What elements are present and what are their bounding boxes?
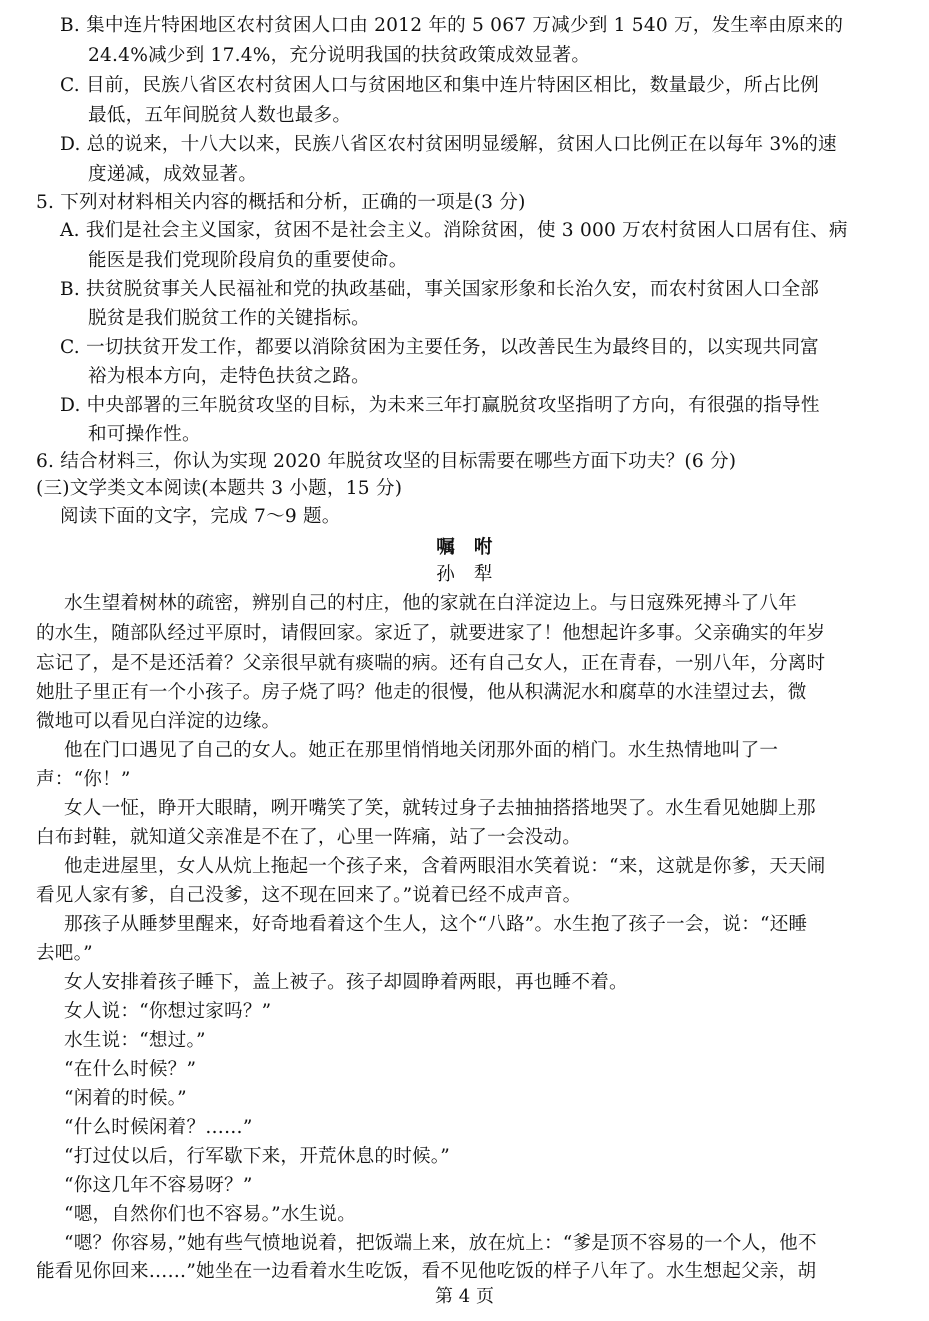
story-paragraph-line: 他走进屋里，女人从炕上拖起一个孩子来，含着两眼泪水笑着说：“来，这就是你爹，天天闹	[64, 856, 826, 877]
story-title: 嘱 咐	[436, 537, 493, 558]
q5-option-b-line-2: 脱贫是我们脱贫工作的关键指标。	[88, 308, 370, 329]
section-heading: (三)文学类文本阅读(本题共 3 小题，15 分)	[36, 478, 403, 499]
story-paragraph-line: 去吧。”	[36, 943, 93, 964]
story-paragraph-line: 她肚子里正有一个小孩子。房子烧了吗？他走的很慢，他从积满泥水和腐草的水洼望过去，微	[36, 682, 807, 703]
story-paragraph-line: 女人一怔，睁开大眼睛，咧开嘴笑了笑，就转过身子去抽抽搭搭地哭了。水生看见她脚上那	[64, 798, 816, 819]
option-d-line-2: 度递减，成效显著。	[88, 164, 258, 185]
q5-option-c-line-1: C. 一切扶贫开发工作，都要以消除贫困为主要任务，以改善民生为最终目的，以实现共同富	[60, 337, 819, 358]
story-paragraph-line: 水生望着树林的疏密，辨别自己的村庄，他的家就在白洋淀边上。与日寇殊死搏斗了八年	[64, 593, 797, 614]
story-paragraph-line: 那孩子从睡梦里醒来，好奇地看着这个生人，这个“八路”。水生抱了孩子一会，说：“还睡	[64, 914, 808, 935]
option-c-line-1: C. 目前，民族八省区农村贫困人口与贫困地区和集中连片特困区相比，数量最少，所占比例	[60, 75, 819, 96]
story-paragraph-line: “嗯？你容易，”她有些气愤地说着，把饭端上来，放在炕上：“爹是顶不容易的一个人，他不	[64, 1233, 817, 1254]
story-paragraph-line: 看见人家有爹，自己没爹，这不现在回来了。”说着已经不成声音。	[36, 885, 582, 906]
question-5: 5. 下列对材料相关内容的概括和分析，正确的一项是(3 分)	[36, 192, 526, 213]
story-paragraph-line: 他在门口遇见了自己的女人。她正在那里悄悄地关闭那外面的梢门。水生热情地叫了一	[64, 740, 779, 761]
dialogue-line: “嗯，自然你们也不容易。”水生说。	[64, 1204, 357, 1225]
story-paragraph-line: 能看见你回来……”她坐在一边看着水生吃饭，看不见他吃饭的样子八年了。水生想起父亲，胡	[36, 1261, 817, 1282]
q5-option-d-line-2: 和可操作性。	[88, 424, 201, 445]
story-paragraph-line: 微地可以看见白洋淀的边缘。	[36, 711, 281, 732]
page-number: 第 4 页	[435, 1286, 494, 1307]
story-author: 孙 犁	[436, 564, 493, 585]
q5-option-a-line-2: 能医是我们党现阶段肩负的重要使命。	[88, 250, 408, 271]
dialogue-line: “什么时候闲着？……”	[64, 1117, 253, 1138]
dialogue-line: “在什么时候？”	[64, 1059, 197, 1080]
dialogue-line: “你这几年不容易呀？”	[64, 1175, 253, 1196]
q5-option-d-line-1: D. 中央部署的三年脱贫攻坚的目标，为未来三年打赢脱贫攻坚指明了方向，有很强的指导性	[60, 395, 820, 416]
question-6: 6. 结合材料三，你认为实现 2020 年脱贫攻坚的目标需要在哪些方面下功夫？(6 分)	[36, 451, 737, 472]
option-d-line-1: D. 总的说来，十八大以来，民族八省区农村贫困明显缓解，贫困人口比例正在以每年 3%的速	[60, 134, 837, 155]
story-paragraph-line: 女人安排着孩子睡下，盖上被子。孩子却圆睁着两眼，再也睡不着。	[64, 972, 628, 993]
story-paragraph-line: 的水生，随部队经过平原时，请假回家。家近了，就要进家了！他想起许多事。父亲确实的年岁	[36, 623, 826, 644]
option-b-line-2: 24.4%减少到 17.4%，充分说明我国的扶贫政策成效显著。	[88, 45, 591, 66]
reading-instruction: 阅读下面的文字，完成 7～9 题。	[60, 506, 341, 527]
option-c-line-2: 最低，五年间脱贫人数也最多。	[88, 105, 352, 126]
q5-option-a-line-1: A. 我们是社会主义国家，贫困不是社会主义。消除贫困，使 3 000 万农村贫困人口居有住、病	[60, 220, 848, 241]
story-paragraph-line: 忘记了，是不是还活着？父亲很早就有痰喘的病。还有自己女人，正在青春，一别八年，分离时	[36, 653, 826, 674]
dialogue-line: “打过仗以后，行军歇下来，开荒休息的时候。”	[64, 1146, 450, 1167]
q5-option-b-line-1: B. 扶贫脱贫事关人民福祉和党的执政基础，事关国家形象和长治久安，而农村贫困人口全部	[60, 279, 820, 300]
option-b-line-1: B. 集中连片特困地区农村贫困人口由 2012 年的 5 067 万减少到 1 540 万，发生率由原来的	[60, 15, 844, 36]
story-paragraph-line: 声：“你！”	[36, 769, 131, 790]
q5-option-c-line-2: 裕为根本方向，走特色扶贫之路。	[88, 366, 370, 387]
dialogue-line: “闲着的时候。”	[64, 1088, 187, 1109]
dialogue-line: 水生说：“想过。”	[64, 1030, 206, 1051]
story-paragraph-line: 白布封鞋，就知道父亲准是不在了，心里一阵痛，站了一会没动。	[36, 827, 582, 848]
dialogue-line: 女人说：“你想过家吗？”	[64, 1001, 272, 1022]
